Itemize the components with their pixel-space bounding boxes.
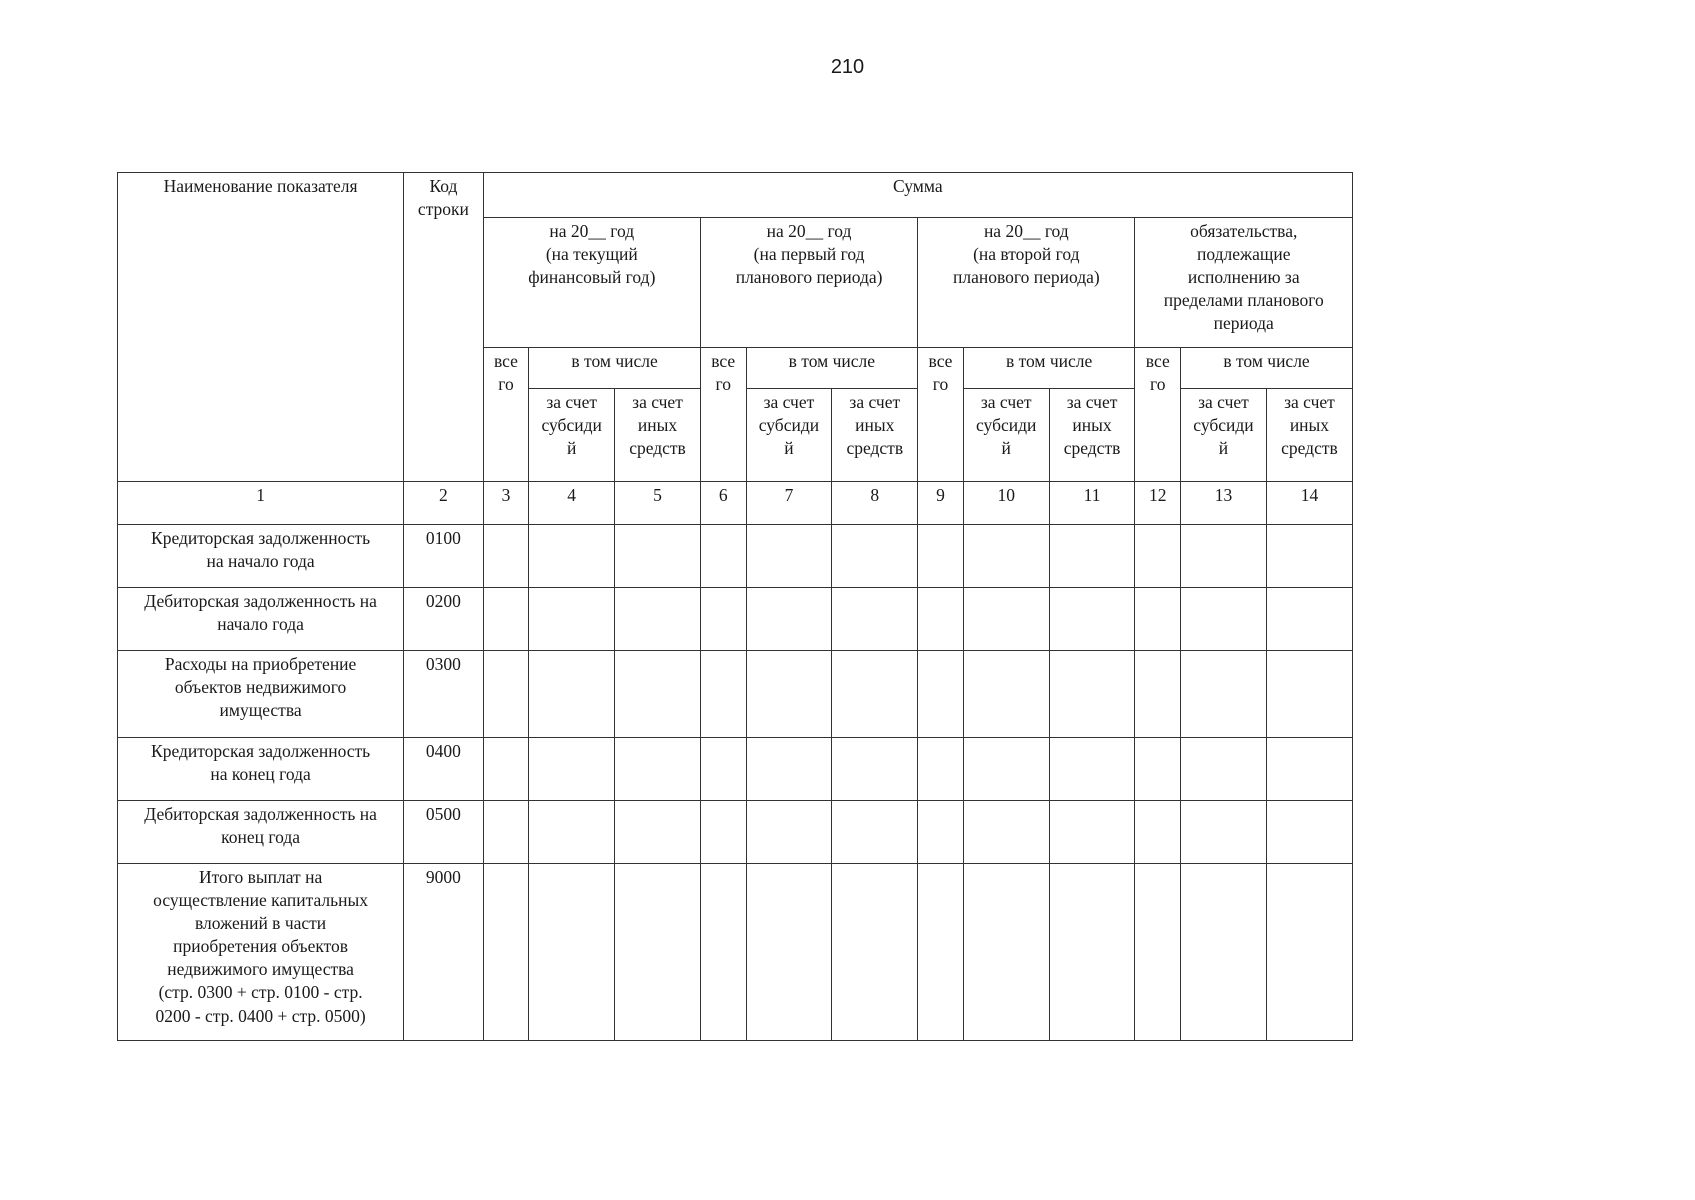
header-period-beyond: обязательства, подлежащие исполнению за пределами планового периода (1135, 218, 1353, 348)
value-cell[interactable] (963, 588, 1049, 651)
column-number: 10 (963, 482, 1049, 525)
value-cell[interactable] (700, 588, 746, 651)
column-number: 4 (529, 482, 615, 525)
value-cell[interactable] (1135, 864, 1181, 1041)
row-indicator-name: Расходы на приобретение объектов недвижимого имущества (118, 651, 404, 738)
row-line-code: 0300 (404, 651, 483, 738)
value-cell[interactable] (1135, 738, 1181, 801)
value-cell[interactable] (918, 525, 964, 588)
header-total: все го (918, 348, 964, 482)
value-cell[interactable] (1266, 651, 1352, 738)
value-cell[interactable] (1181, 738, 1267, 801)
value-cell[interactable] (529, 651, 615, 738)
column-number: 8 (832, 482, 918, 525)
page-number: 210 (830, 56, 865, 78)
value-cell[interactable] (483, 738, 529, 801)
table-row (118, 588, 1353, 651)
header-including: в том числе (529, 348, 701, 389)
value-cell[interactable] (1266, 864, 1352, 1041)
row-indicator-name: Кредиторская задолженность на конец года (118, 738, 404, 801)
row-indicator-name: Дебиторская задолженность на начало года (118, 588, 404, 651)
table-row (118, 738, 1353, 801)
value-cell[interactable] (483, 525, 529, 588)
table-row (118, 525, 1353, 588)
value-cell[interactable] (615, 651, 701, 738)
value-cell[interactable] (918, 738, 964, 801)
value-cell[interactable] (746, 588, 832, 651)
header-other-funds: за счет иных средств (615, 389, 701, 482)
value-cell[interactable] (615, 801, 701, 864)
value-cell[interactable] (529, 738, 615, 801)
header-period-current: на 20__ год (на текущий финансовый год) (483, 218, 700, 348)
header-other-funds: за счет иных средств (1266, 389, 1352, 482)
header-subsidy: за счет субсиди й (963, 389, 1049, 482)
row-indicator-name: Итого выплат на осуществление капитальных вложений в части приобретения объектов недвижимого имущества (стр. 0300 + стр. 0100 - стр. 0200 - стр. 0400 + стр. 0500) (118, 864, 404, 1041)
header-line-code: Код строки (404, 173, 483, 482)
value-cell[interactable] (700, 864, 746, 1041)
value-cell[interactable] (1049, 525, 1135, 588)
value-cell[interactable] (963, 801, 1049, 864)
value-cell[interactable] (1135, 801, 1181, 864)
row-line-code: 0200 (404, 588, 483, 651)
value-cell[interactable] (529, 801, 615, 864)
value-cell[interactable] (615, 864, 701, 1041)
header-including: в том числе (1181, 348, 1353, 389)
header-including: в том числе (746, 348, 918, 389)
value-cell[interactable] (832, 738, 918, 801)
value-cell[interactable] (1181, 525, 1267, 588)
table-row (118, 801, 1353, 864)
row-line-code: 9000 (404, 864, 483, 1041)
value-cell[interactable] (832, 864, 918, 1041)
row-line-code: 0500 (404, 801, 483, 864)
header-sum: Сумма (483, 173, 1352, 218)
header-subsidy: за счет субсиди й (1181, 389, 1267, 482)
row-line-code: 0400 (404, 738, 483, 801)
header-period-second-plan: на 20__ год (на второй год планового периода) (918, 218, 1135, 348)
value-cell[interactable] (746, 651, 832, 738)
value-cell[interactable] (832, 651, 918, 738)
column-number: 14 (1266, 482, 1352, 525)
header-subsidy: за счет субсиди й (529, 389, 615, 482)
value-cell[interactable] (483, 801, 529, 864)
value-cell[interactable] (918, 651, 964, 738)
column-number: 12 (1135, 482, 1181, 525)
value-cell[interactable] (700, 738, 746, 801)
value-cell[interactable] (1181, 588, 1267, 651)
value-cell[interactable] (615, 738, 701, 801)
header-total: все го (700, 348, 746, 482)
table-row (118, 651, 1353, 738)
header-other-funds: за счет иных средств (832, 389, 918, 482)
value-cell[interactable] (1049, 801, 1135, 864)
row-indicator-name: Дебиторская задолженность на конец года (118, 801, 404, 864)
value-cell[interactable] (615, 588, 701, 651)
value-cell[interactable] (746, 525, 832, 588)
value-cell[interactable] (1135, 651, 1181, 738)
value-cell[interactable] (1049, 588, 1135, 651)
column-number: 6 (700, 482, 746, 525)
header-period-first-plan: на 20__ год (на первый год планового периода) (700, 218, 917, 348)
column-number: 1 (118, 482, 404, 525)
value-cell[interactable] (483, 588, 529, 651)
column-number: 7 (746, 482, 832, 525)
value-cell[interactable] (700, 801, 746, 864)
column-numbers-row (118, 482, 1353, 525)
value-cell[interactable] (746, 864, 832, 1041)
value-cell[interactable] (832, 525, 918, 588)
column-number: 5 (615, 482, 701, 525)
value-cell[interactable] (918, 801, 964, 864)
value-cell[interactable] (1135, 588, 1181, 651)
column-number: 11 (1049, 482, 1135, 525)
value-cell[interactable] (1181, 801, 1267, 864)
value-cell[interactable] (1049, 864, 1135, 1041)
header-total: все го (483, 348, 529, 482)
column-number: 9 (918, 482, 964, 525)
value-cell[interactable] (1266, 801, 1352, 864)
value-cell[interactable] (529, 588, 615, 651)
value-cell[interactable] (1181, 864, 1267, 1041)
value-cell[interactable] (963, 738, 1049, 801)
value-cell[interactable] (483, 651, 529, 738)
header-other-funds: за счет иных средств (1049, 389, 1135, 482)
row-line-code: 0100 (404, 525, 483, 588)
value-cell[interactable] (746, 801, 832, 864)
value-cell[interactable] (746, 738, 832, 801)
value-cell[interactable] (483, 864, 529, 1041)
header-total: все го (1135, 348, 1181, 482)
header-subsidy: за счет субсиди й (746, 389, 832, 482)
value-cell[interactable] (1266, 738, 1352, 801)
value-cell[interactable] (1266, 525, 1352, 588)
value-cell[interactable] (700, 651, 746, 738)
value-cell[interactable] (918, 588, 964, 651)
header-indicator-name: Наименование показателя (118, 173, 404, 482)
table-row-total (118, 864, 1353, 1041)
header-including: в том числе (963, 348, 1135, 389)
value-cell[interactable] (1181, 651, 1267, 738)
value-cell[interactable] (1266, 588, 1352, 651)
column-number: 2 (404, 482, 483, 525)
value-cell[interactable] (529, 864, 615, 1041)
value-cell[interactable] (963, 864, 1049, 1041)
value-cell[interactable] (963, 525, 1049, 588)
value-cell[interactable] (963, 651, 1049, 738)
value-cell[interactable] (529, 525, 615, 588)
value-cell[interactable] (918, 864, 964, 1041)
column-number: 13 (1181, 482, 1267, 525)
value-cell[interactable] (832, 588, 918, 651)
value-cell[interactable] (1049, 651, 1135, 738)
column-number: 3 (483, 482, 529, 525)
value-cell[interactable] (832, 801, 918, 864)
value-cell[interactable] (1135, 525, 1181, 588)
header-row-1 (118, 173, 1353, 218)
value-cell[interactable] (615, 525, 701, 588)
value-cell[interactable] (700, 525, 746, 588)
value-cell[interactable] (1049, 738, 1135, 801)
row-indicator-name: Кредиторская задолженность на начало года (118, 525, 404, 588)
capital-investment-table (117, 172, 1353, 1041)
